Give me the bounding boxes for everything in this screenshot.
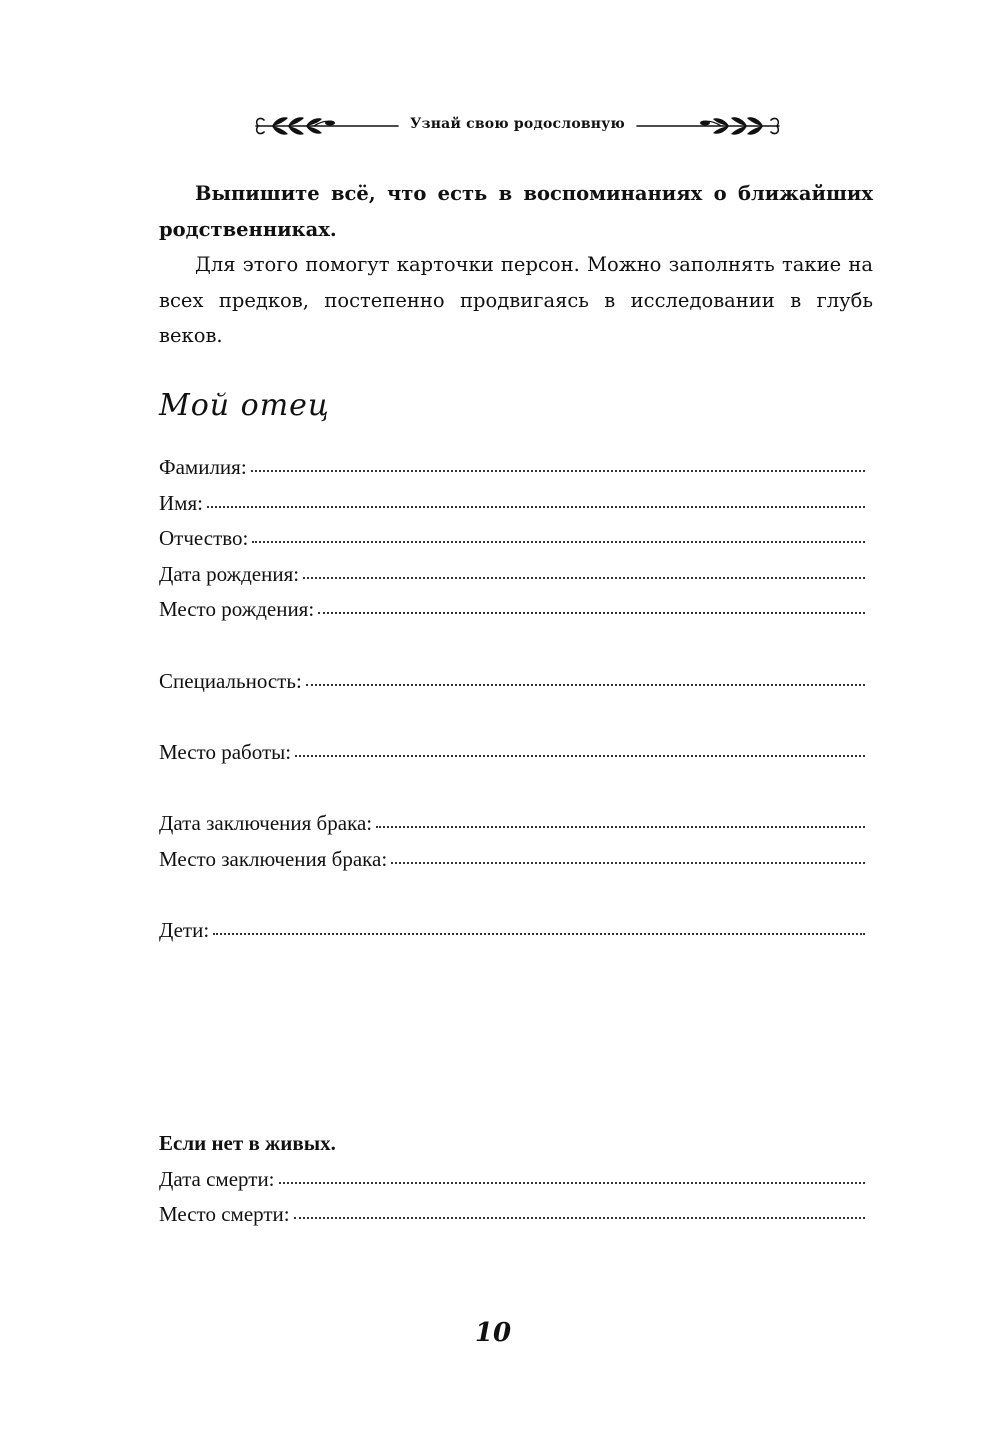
header-title: Узнай свою родословную [410, 116, 625, 132]
branch-ornament-icon [635, 108, 785, 144]
field-label: Дата рождения: [159, 561, 300, 586]
section-title: Мой отец [159, 388, 330, 423]
fill-line[interactable] [252, 541, 865, 543]
field-label: Место работы: [159, 739, 292, 764]
field-label: Специальность: [159, 668, 302, 693]
field-children-extra[interactable] [159, 989, 865, 1025]
fill-line[interactable] [376, 826, 865, 828]
field-label: Дети: [159, 917, 210, 942]
page-number: 10 [474, 1318, 512, 1348]
field-workplace[interactable] [159, 740, 865, 776]
field-surname[interactable] [159, 455, 865, 491]
field-children-extra[interactable] [159, 1060, 865, 1096]
field-patronymic[interactable] [159, 526, 865, 562]
field-children-extra[interactable] [159, 953, 865, 989]
field-birth-date[interactable] [159, 562, 865, 598]
field-label: Фамилия: [159, 455, 247, 479]
field-label: Дата смерти: [159, 1166, 275, 1191]
field-label: Имя: [159, 490, 203, 515]
field-label: Место рождения: [159, 597, 315, 622]
field-label: Дата заключения брака: [159, 810, 373, 835]
field-death-date[interactable] [159, 1167, 865, 1203]
deceased-heading-row [159, 1131, 865, 1167]
field-marriage-place-extra[interactable] [159, 882, 865, 918]
field-label: Отчество: [159, 526, 249, 551]
field-specialty[interactable] [159, 669, 865, 705]
field-specialty-extra[interactable] [159, 704, 865, 740]
field-children-extra[interactable] [159, 1025, 865, 1061]
intro-bold-paragraph: Выпишите всё, что есть в воспоминаниях о ближайших родственниках. [159, 182, 873, 241]
field-name[interactable] [159, 491, 865, 527]
fill-line[interactable] [251, 470, 865, 472]
field-marriage-date[interactable] [159, 811, 865, 847]
fill-line[interactable] [306, 684, 865, 686]
fill-line[interactable] [213, 933, 865, 935]
field-marriage-place[interactable] [159, 847, 865, 883]
person-card-form [159, 455, 865, 1274]
deceased-heading: Если нет в живых. [159, 1131, 336, 1156]
fill-line[interactable] [294, 1217, 865, 1219]
field-children-extra[interactable] [159, 1096, 865, 1132]
field-birth-place-extra[interactable] [159, 633, 865, 669]
field-children[interactable] [159, 918, 865, 954]
fill-line[interactable] [318, 612, 865, 614]
fill-line[interactable] [279, 1182, 865, 1184]
field-workplace-extra[interactable] [159, 775, 865, 811]
field-death-place[interactable] [159, 1202, 865, 1238]
field-birth-place[interactable] [159, 597, 865, 633]
intro-text [159, 176, 873, 354]
running-header [250, 108, 785, 144]
fill-line[interactable] [207, 506, 865, 508]
fill-line[interactable] [391, 862, 865, 864]
field-label: Место заключения брака: [159, 846, 388, 871]
fill-line[interactable] [295, 755, 865, 757]
fill-line[interactable] [303, 577, 865, 579]
field-label: Место смерти: [159, 1202, 290, 1227]
field-death-place-extra[interactable] [159, 1238, 865, 1274]
intro-paragraph: Для этого помогут карточки персон. Можно заполнять такие на всех предков, постепенно продвигаясь в исследовании в глубь веков. [159, 253, 873, 347]
